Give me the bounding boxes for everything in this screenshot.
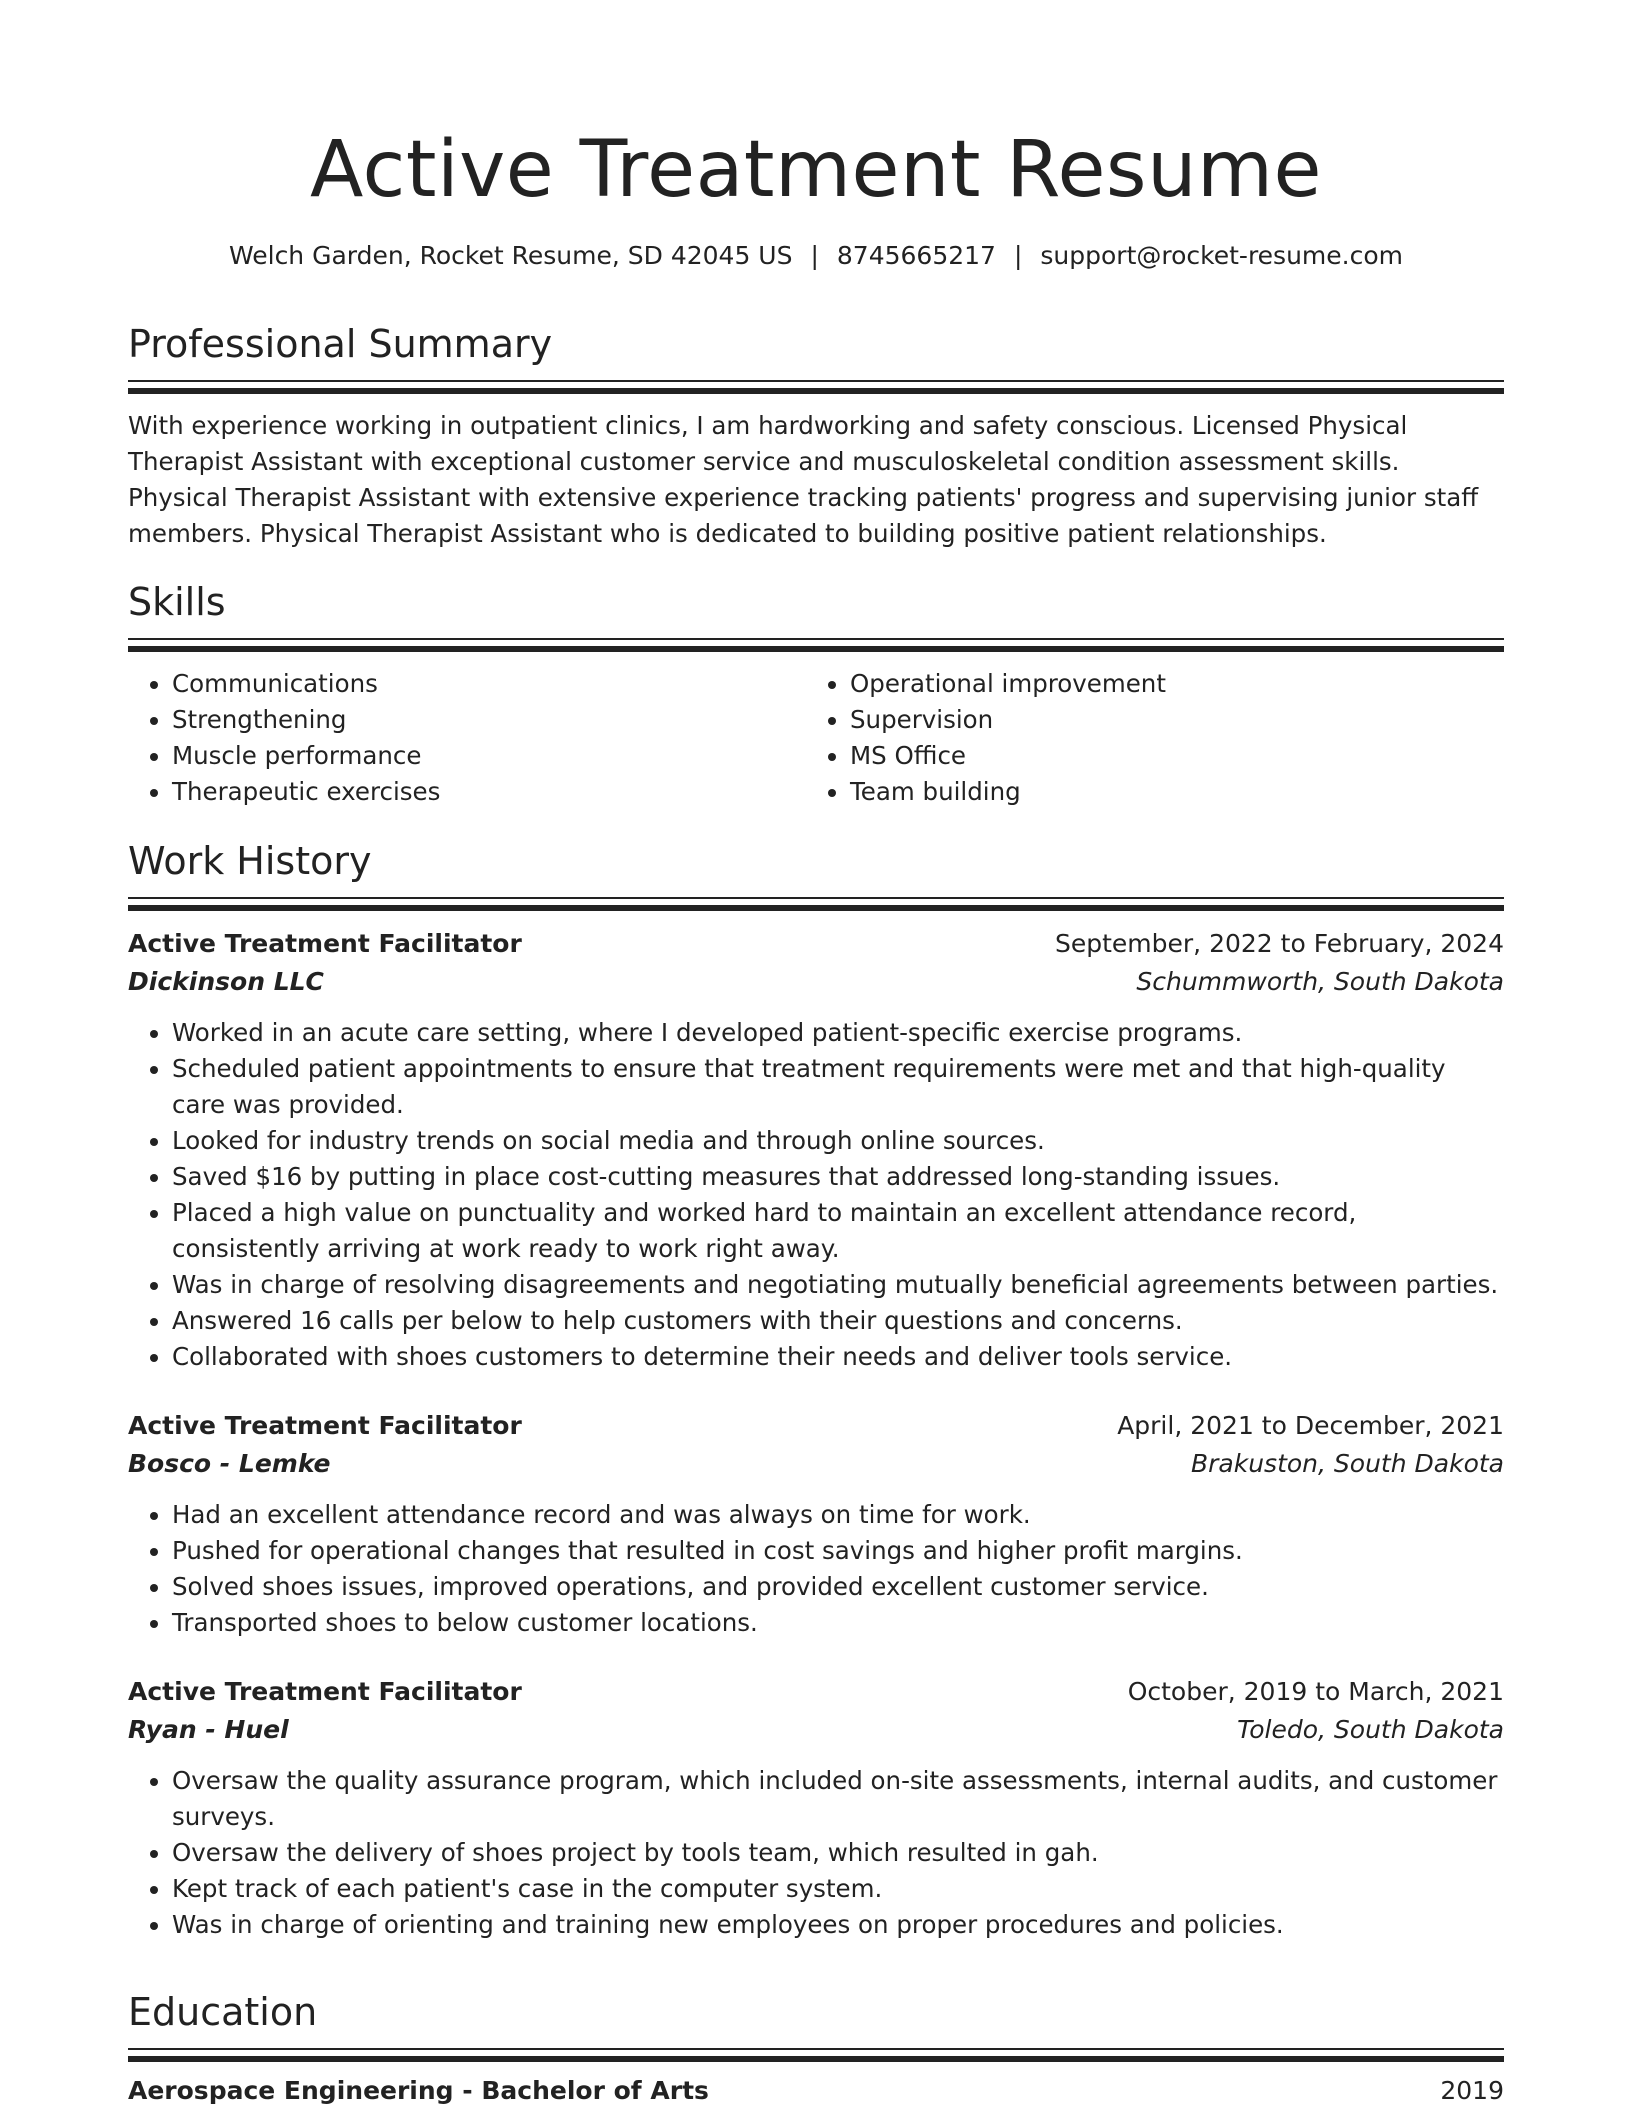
education-entry	[128, 2072, 1504, 2110]
section-title: Work History	[128, 839, 372, 883]
email: support@rocket-resume.com	[1040, 241, 1404, 270]
company-name: Ryan - Huel	[128, 1715, 289, 1744]
job-entry	[128, 925, 1504, 1375]
section-title: Skills	[128, 580, 226, 624]
divider	[128, 2056, 1504, 2062]
list-item: • Transported shoes to below customer locations.	[172, 1605, 1504, 1641]
skill-item: • Supervision	[850, 702, 1484, 738]
list-item: • Worked in an acute care setting, where I developed patient-specific exercise programs.	[172, 1015, 1504, 1051]
job-entry	[128, 1407, 1504, 1641]
skills-section	[128, 578, 1504, 810]
job-location: Toledo, South Dakota	[1237, 1715, 1504, 1744]
separator: |	[810, 241, 819, 270]
list-item: • Collaborated with shoes customers to determine their needs and deliver tools service.	[172, 1339, 1504, 1375]
job-location: Brakuston, South Dakota	[1190, 1449, 1504, 1478]
contact-line	[128, 238, 1504, 274]
phone: 8745665217	[836, 241, 996, 270]
job-bullets	[128, 1015, 1504, 1375]
list-item: • Saved $16 by putting in place cost-cutting measures that addressed long-standing issues.	[172, 1159, 1504, 1195]
skills-grid	[128, 666, 1504, 810]
list-item: • Was in charge of resolving disagreements and negotiating mutually beneficial agreements between parties.	[172, 1267, 1504, 1303]
skill-item: • MS Office	[850, 738, 1484, 774]
divider	[128, 2048, 1504, 2050]
skill-item: • Communications	[172, 666, 806, 702]
divider	[128, 897, 1504, 899]
job-bullets	[128, 1497, 1504, 1641]
summary-section	[128, 320, 1504, 552]
work-history-section	[128, 837, 1504, 1943]
skill-item: • Muscle performance	[172, 738, 806, 774]
company-name: Bosco - Lemke	[128, 1449, 331, 1478]
list-item: • Solved shoes issues, improved operations, and provided excellent customer service.	[172, 1569, 1504, 1605]
job-subheader	[128, 963, 1504, 1001]
list-item: • Had an excellent attendance record and was always on time for work.	[172, 1497, 1504, 1533]
skill-item: • Team building	[850, 774, 1484, 810]
list-item: • Oversaw the quality assurance program, which included on-site assessments, internal audits, and customer surveys.	[172, 1763, 1504, 1835]
divider	[128, 905, 1504, 911]
address: Welch Garden, Rocket Resume, SD 42045 US	[228, 241, 793, 270]
section-title: Education	[128, 1990, 318, 2034]
summary-text: With experience working in outpatient clinics, I am hardworking and safety conscious. Licensed Physical Therapist Assistant with exceptional customer service and musculoskeletal condition assessment skills. Physical Therapist Assistant with extensive experience tracking patients' progress and supervising junior staff members. Physical Therapist Assistant who is dedicated to building positive patient relationships.	[128, 411, 1479, 548]
job-subheader	[128, 1711, 1504, 1749]
job-location: Schummworth, South Dakota	[1136, 967, 1504, 996]
job-bullets	[128, 1763, 1504, 1943]
skills-column-right	[806, 666, 1484, 810]
separator: |	[1013, 241, 1023, 270]
graduation-year: 2019	[1440, 2076, 1504, 2105]
skill-item: • Strengthening	[172, 702, 806, 738]
job-entry	[128, 1673, 1504, 1943]
divider	[128, 646, 1504, 652]
job-header	[128, 1407, 1504, 1445]
list-item: • Pushed for operational changes that resulted in cost savings and higher profit margins.	[172, 1533, 1504, 1569]
list-item: • Kept track of each patient's case in the computer system.	[172, 1871, 1504, 1907]
skill-item: • Therapeutic exercises	[172, 774, 806, 810]
job-dates: October, 2019 to March, 2021	[1127, 1677, 1504, 1706]
job-title: Active Treatment Facilitator	[128, 1677, 522, 1706]
job-dates: September, 2022 to February, 2024	[1055, 929, 1504, 958]
skill-item: • Operational improvement	[850, 666, 1484, 702]
job-title: Active Treatment Facilitator	[128, 929, 522, 958]
divider	[128, 388, 1504, 394]
job-header	[128, 925, 1504, 963]
degree: Aerospace Engineering - Bachelor of Arts	[128, 2076, 709, 2105]
list-item: • Scheduled patient appointments to ensure that treatment requirements were met and that high-quality care was provided.	[172, 1051, 1504, 1123]
job-title: Active Treatment Facilitator	[128, 1411, 522, 1440]
job-dates: April, 2021 to December, 2021	[1117, 1411, 1504, 1440]
job-subheader	[128, 1445, 1504, 1483]
list-item: • Placed a high value on punctuality and worked hard to maintain an excellent attendance record, consistently arriving at work ready to work right away.	[172, 1195, 1504, 1267]
resume-title: Active Treatment Resume	[310, 125, 1322, 215]
list-item: • Oversaw the delivery of shoes project by tools team, which resulted in gah.	[172, 1835, 1504, 1871]
list-item: • Answered 16 calls per below to help customers with their questions and concerns.	[172, 1303, 1504, 1339]
divider	[128, 380, 1504, 382]
list-item: • Looked for industry trends on social media and through online sources.	[172, 1123, 1504, 1159]
list-item: • Was in charge of orienting and training new employees on proper procedures and policies.	[172, 1907, 1504, 1943]
education-section	[128, 1988, 1504, 2110]
skills-column-left	[128, 666, 806, 810]
company-name: Dickinson LLC	[128, 967, 324, 996]
divider	[128, 638, 1504, 640]
section-title: Professional Summary	[128, 322, 553, 366]
job-header	[128, 1673, 1504, 1711]
